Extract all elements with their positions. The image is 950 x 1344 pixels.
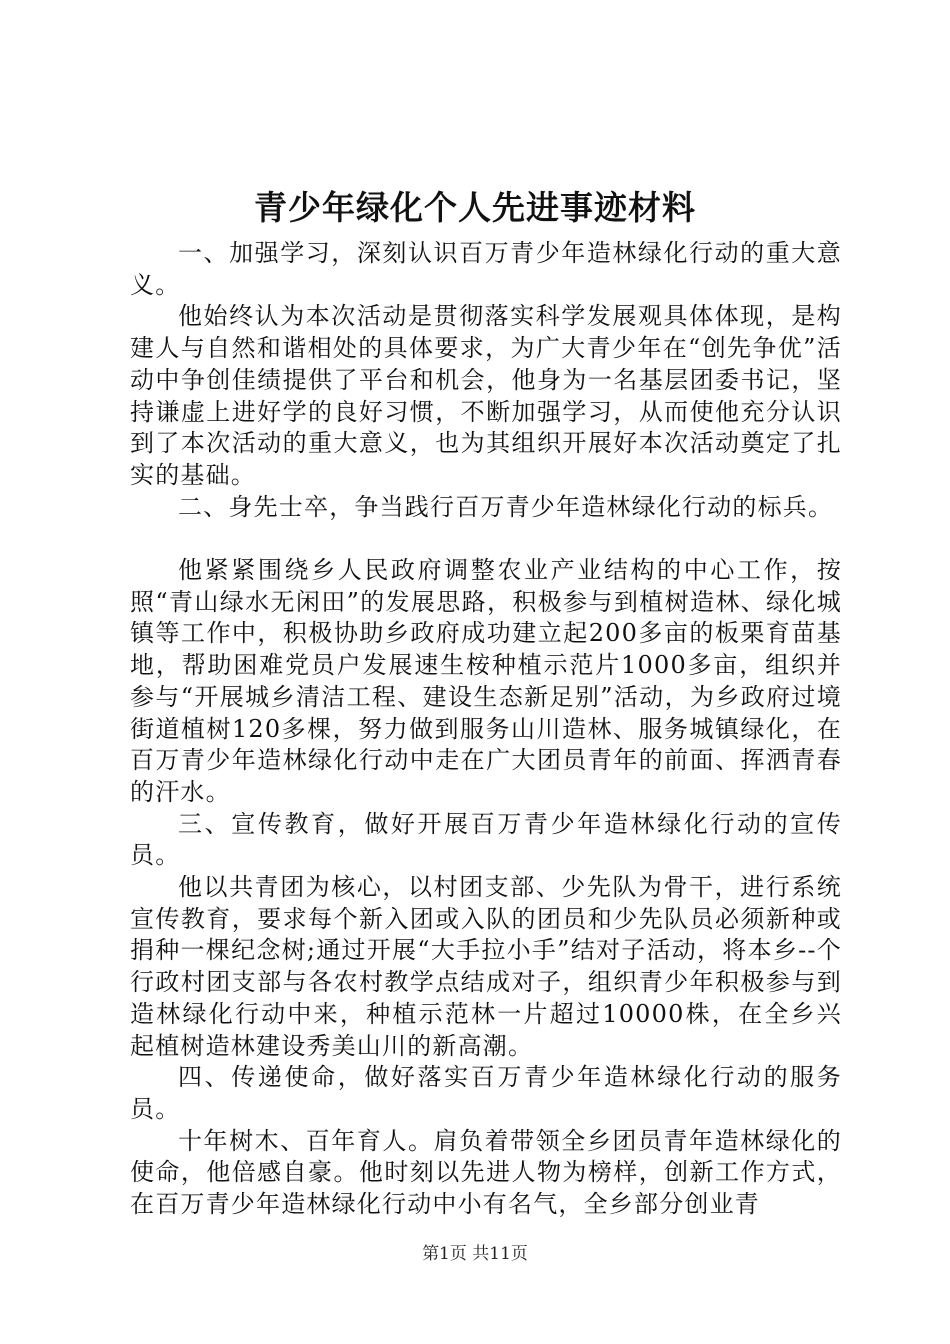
document-body: [130, 238, 842, 1221]
paragraph-2: 他紧紧围绕乡人民政府调整农业产业结构的中心工作，按照“青山绿水无闲田”的发展思路，积极参与到植树造林、绿化城镇等工作中，积极协助乡政府成功建立起200多亩的板栗育苗基地，帮助困难党员户发展速生桉种植示范片1000多亩，组织并参与“开展城乡清洁工程、建设生态新足别”活动，为乡政府过境街道植树120多棵，努力做到服务山川造林、服务城镇绿化，在百万青少年造林绿化行动中走在广大团员青年的前面、挥洒青春的汗水。: [130, 556, 842, 806]
paragraph-4: 十年树木、百年育人。肩负着带领全乡团员青年造林绿化的使命，他倍感自豪。他时刻以先进人物为榜样，创新工作方式，在百万青少年造林绿化行动中小有名气，全乡部分创业青: [130, 1126, 842, 1219]
paragraph-heading-4: 四、传递使命，做好落实百万青少年造林绿化行动的服务员。: [130, 1063, 842, 1123]
document-title: 青少年绿化个人先进事迹材料: [254, 188, 696, 227]
paragraph-heading-1: 一、加强学习，深刻认识百万青少年造林绿化行动的重大意义。: [130, 239, 842, 299]
paragraph-heading-3: 三、宣传教育，做好开展百万青少年造林绿化行动的宣传员。: [130, 809, 842, 870]
paragraph-1: 他始终认为本次活动是贯彻落实科学发展观具体体现，是构建人与自然和谐相处的具体要求，为广大青少年在“创先争优”活动中争创佳绩提供了平台和机会，他身为一名基层团委书记，坚持谦虚上进好学的良好习惯，不断加强学习，从而使他充分认识到了本次活动的重大意义，也为其组织开展好本次活动奠定了扎实的基础。: [130, 302, 842, 489]
paragraph-heading-2: 二、身先士卒，争当践行百万青少年造林绿化行动的标兵。: [178, 492, 834, 521]
paragraph-3: 他以共青团为核心，以村团支部、少先队为骨干，进行系统宣传教育，要求每个新入团或入队的团员和少先队员必须新种或捐种一棵纪念树;通过开展“大手拉小手”结对子活动，将本乡--个行政村团支部与各农村教学点结成对子，组织青少年积极参与到造林绿化行动中来，种植示范林一片超过10000株，在全乡兴起植树造林建设秀美山川的新高潮。: [130, 873, 842, 1060]
page-number-footer: 第1页 共11页: [422, 1244, 528, 1264]
